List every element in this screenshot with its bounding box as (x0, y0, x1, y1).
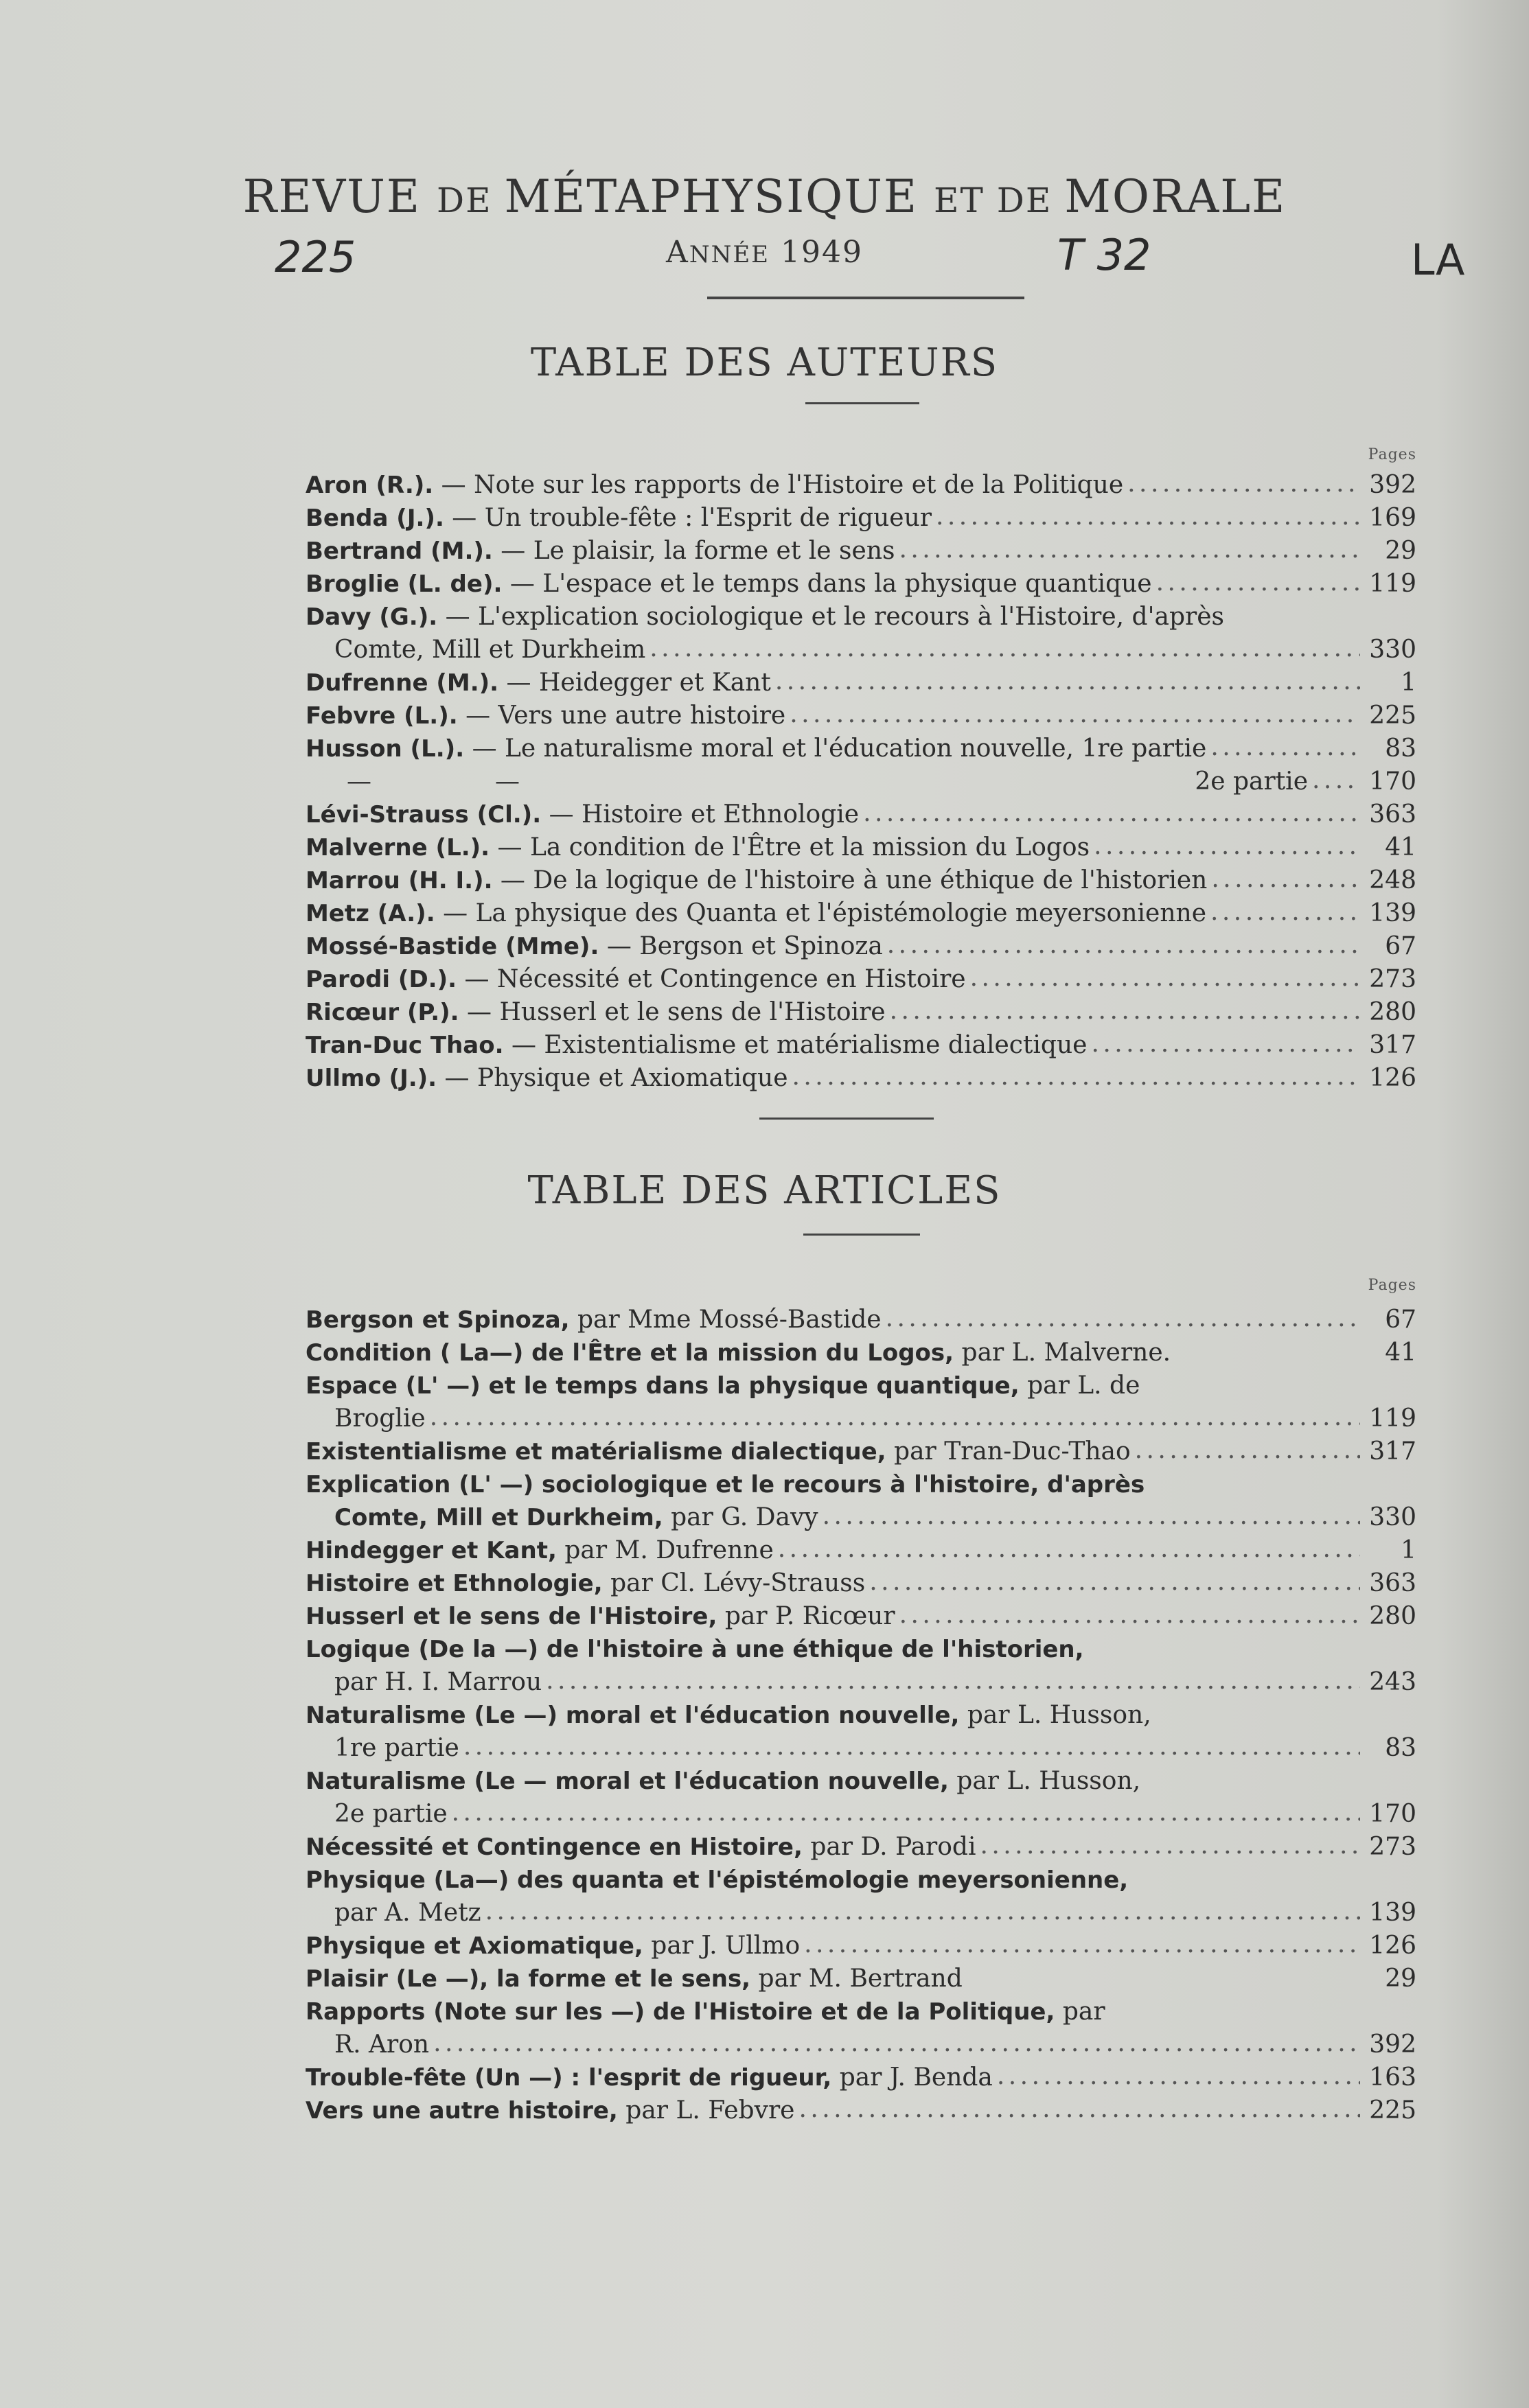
article-entry: Histoire et Ethnologie, par Cl. Lévy-Strauss . . . 363 (306, 1569, 1416, 1602)
article-entry: Naturalisme (Le —) moral et l'éducation nouvelle, par L. Husson, (306, 1701, 1151, 1729)
articles-list (306, 1306, 1416, 2129)
authors-title-rule (805, 402, 919, 404)
handwritten-note-left: 225 (275, 232, 356, 282)
year-line: ANNÉE 1949 (666, 235, 863, 270)
article-entry-continuation: 2e partie . . . 170 (306, 1800, 1416, 1833)
journal-title: REVUE DE MÉTAPHYSIQUE ET DE MORALE (242, 170, 1287, 223)
author-entry: Febvre (L.). — Vers une autre histoire . . . 225 (306, 702, 1416, 734)
articles-pages-label: Pages (1368, 1277, 1416, 1294)
articles-section-title: TABLE DES ARTICLES (527, 1168, 1002, 1213)
handwritten-note-mid: T 32 (1057, 230, 1151, 280)
article-entry-continuation: R. Aron . . . 392 (306, 2030, 1416, 2063)
article-entry: Naturalisme (Le — moral et l'éducation nouvelle, par L. Husson, (306, 1767, 1141, 1795)
author-entry: — — 2e partie . . . 170 (306, 767, 1416, 800)
article-entry: Espace (L' —) et le temps dans la physique quantique, par L. de (306, 1371, 1140, 1400)
author-entry: Benda (J.). — Un trouble-fête : l'Esprit de rigueur . . . 169 (306, 504, 1416, 537)
author-entry: Malverne (L.). — La condition de l'Être et la mission du Logos . . . 41 (306, 833, 1416, 866)
author-entry: Parodi (D.). — Nécessité et Contingence en Histoire . . . 273 (306, 965, 1416, 998)
author-entry: Husson (L.). — Le naturalisme moral et l'éducation nouvelle, 1re partie . . . 83 (306, 734, 1416, 767)
handwritten-note-right: LA (1411, 235, 1465, 285)
article-entry-continuation: Broglie . . . 119 (306, 1404, 1416, 1437)
authors-pages-label: Pages (1368, 446, 1416, 463)
author-entry: Marrou (H. I.). — De la logique de l'histoire à une éthique de l'historien . . . 248 (306, 866, 1416, 899)
author-entry: Davy (G.). — L'explication sociologique et le recours à l'Histoire, d'après (306, 603, 1224, 631)
article-entry: Vers une autre histoire, par L. Febvre . . . 225 (306, 2096, 1416, 2129)
author-entry: Bertrand (M.). — Le plaisir, la forme et le sens . . . 29 (306, 537, 1416, 570)
author-entry: Tran-Duc Thao. — Existentialisme et matérialisme dialectique . . . 317 (306, 1031, 1416, 1064)
article-entry: Explication (L' —) sociologique et le recours à l'histoire, d'après (306, 1471, 1145, 1498)
authors-section-title: TABLE DES AUTEURS (530, 340, 999, 385)
article-entry: Physique (La—) des quanta et l'épistémologie meyersonienne, (306, 1866, 1129, 1894)
author-entry: Dufrenne (M.). — Heidegger et Kant . . . 1 (306, 669, 1416, 702)
author-entry: Metz (A.). — La physique des Quanta et l'épistémologie meyersonienne . . . 139 (306, 899, 1416, 932)
article-entry-continuation: par A. Metz . . . 139 (306, 1899, 1416, 1932)
article-entry: Logique (De la —) de l'histoire à une éthique de l'historien, (306, 1636, 1084, 1663)
article-entry: Existentialisme et matérialisme dialectique, par Tran-Duc-Thao . . . 317 (306, 1437, 1416, 1470)
article-entry: Trouble-fête (Un —) : l'esprit de rigueur, par J. Benda . . . 163 (306, 2063, 1416, 2096)
author-entry: Lévi-Strauss (Cl.). — Histoire et Ethnologie . . . 363 (306, 800, 1416, 833)
article-entry: Nécessité et Contingence en Histoire, par D. Parodi . . . 273 (306, 1833, 1416, 1866)
article-entry: Physique et Axiomatique, par J. Ullmo . . . 126 (306, 1932, 1416, 1965)
section-divider (759, 1118, 934, 1120)
article-entry: Condition ( La—) de l'Être et la mission du Logos, par L. Malverne. 41 (306, 1339, 1416, 1367)
article-entry: Bergson et Spinoza, par Mme Mossé-Bastide . . . 67 (306, 1306, 1416, 1339)
author-entry: Broglie (L. de). — L'espace et le temps dans la physique quantique . . . 119 (306, 570, 1416, 603)
article-entry: Rapports (Note sur les —) de l'Histoire et de la Politique, par (306, 1998, 1105, 2026)
author-entry: Ricœur (P.). — Husserl et le sens de l'Histoire . . . 280 (306, 998, 1416, 1031)
author-entry: Mossé-Bastide (Mme). — Bergson et Spinoza . . . 67 (306, 932, 1416, 965)
authors-list (306, 471, 1416, 1097)
author-entry: Aron (R.). — Note sur les rapports de l'Histoire et de la Politique . . . 392 (306, 471, 1416, 504)
article-entry: Hindegger et Kant, par M. Dufrenne . . . 1 (306, 1536, 1416, 1569)
author-entry: Ullmo (J.). — Physique et Axiomatique . . . 126 (306, 1064, 1416, 1097)
article-entry: Plaisir (Le —), la forme et le sens, par M. Bertrand 29 (306, 1965, 1416, 1993)
author-entry-continuation: Comte, Mill et Durkheim . . . 330 (306, 636, 1416, 669)
article-entry-continuation: par H. I. Marrou . . . 243 (306, 1668, 1416, 1701)
articles-title-rule (803, 1234, 920, 1236)
article-entry: Husserl et le sens de l'Histoire, par P. Ricœur . . . 280 (306, 1602, 1416, 1635)
article-entry-continuation: 1re partie . . . 83 (306, 1734, 1416, 1767)
header-rule (707, 297, 1024, 299)
article-entry-continuation: Comte, Mill et Durkheim, par G. Davy . . . 330 (306, 1503, 1416, 1536)
